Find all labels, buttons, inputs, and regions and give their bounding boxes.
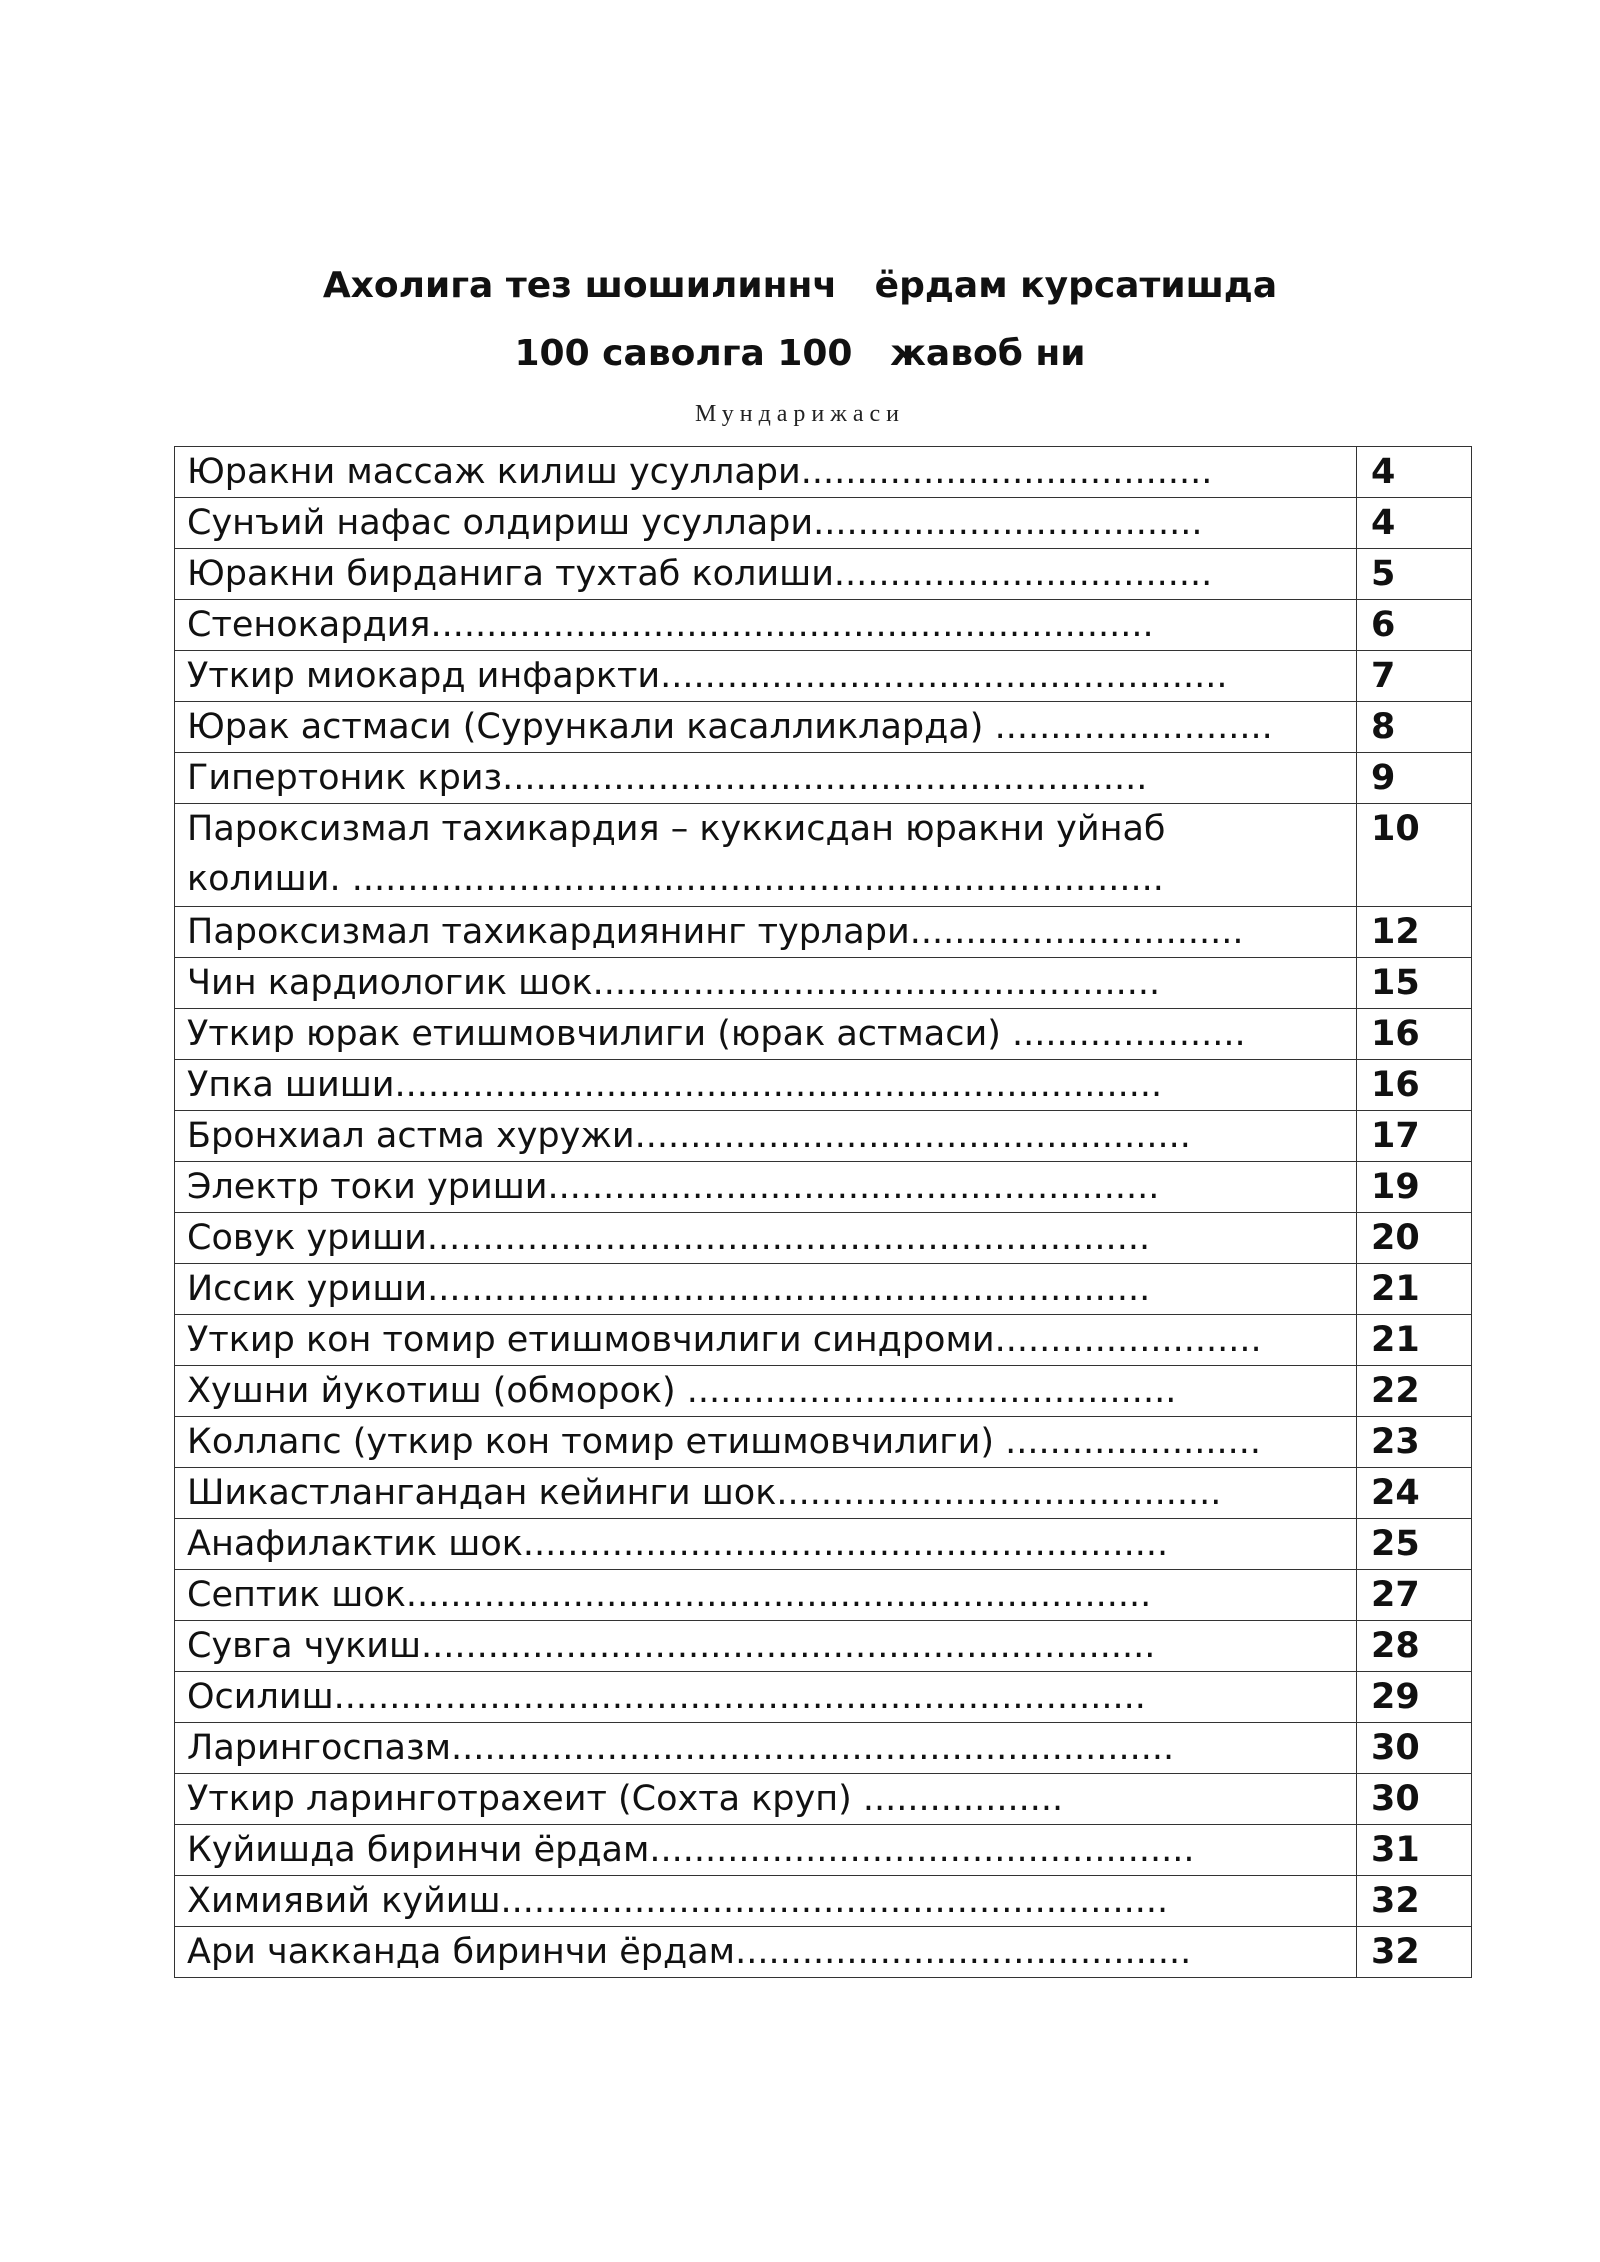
toc-entry-page: 17 <box>1357 1111 1472 1162</box>
toc-entry-title: Пароксизмал тахикардиянинг турлари.............................. <box>175 907 1357 958</box>
toc-entry-title: Юрак астмаси (Сурункали касалликларда) ......................... <box>175 702 1357 753</box>
toc-entry-title: Упка шиши..................................................................... <box>175 1060 1357 1111</box>
toc-entry-title: Стенокардия................................................................. <box>175 600 1357 651</box>
toc-row <box>175 1519 1472 1570</box>
toc-entry-title: Электр токи уриши....................................................... <box>175 1162 1357 1213</box>
toc-entry-title: Пароксизмал тахикардия – куккисдан юракни уйнаб колиши. ......................................................................... <box>175 804 1357 907</box>
toc-entry-title: Иссик уриши................................................................. <box>175 1264 1357 1315</box>
toc-entry-page: 25 <box>1357 1519 1472 1570</box>
toc-entry-title: Ларингоспазм................................................................. <box>175 1723 1357 1774</box>
toc-entry-page: 10 <box>1357 804 1472 907</box>
toc-row <box>175 753 1472 804</box>
toc-row <box>175 907 1472 958</box>
toc-entry-page: 30 <box>1357 1774 1472 1825</box>
toc-row <box>175 498 1472 549</box>
document-title-line2: 100 саволга 100 жавоб ни <box>514 333 1086 374</box>
toc-row <box>175 1417 1472 1468</box>
toc-row <box>175 1825 1472 1876</box>
toc-entry-page: 32 <box>1357 1876 1472 1927</box>
toc-entry-title: Юракни массаж килиш усуллари..................................... <box>175 447 1357 498</box>
toc-entry-page: 24 <box>1357 1468 1472 1519</box>
toc-row <box>175 1672 1472 1723</box>
document-title-line1: Ахолига тез шошилиннч ёрдам курсатишда <box>322 265 1278 306</box>
toc-entry-page: 16 <box>1357 1009 1472 1060</box>
toc-row <box>175 1213 1472 1264</box>
toc-entry-page: 27 <box>1357 1570 1472 1621</box>
toc-entry-page: 8 <box>1357 702 1472 753</box>
toc-row <box>175 958 1472 1009</box>
toc-row <box>175 702 1472 753</box>
toc-row <box>175 1111 1472 1162</box>
toc-entry-page: 16 <box>1357 1060 1472 1111</box>
toc-entry-page: 29 <box>1357 1672 1472 1723</box>
toc-entry-page: 22 <box>1357 1366 1472 1417</box>
toc-entry-page: 15 <box>1357 958 1472 1009</box>
toc-row <box>175 1774 1472 1825</box>
toc-entry-title: Гипертоник криз.......................................................... <box>175 753 1357 804</box>
toc-entry-title: Уткир миокард инфаркти................................................... <box>175 651 1357 702</box>
toc-row <box>175 1723 1472 1774</box>
toc-entry-page: 4 <box>1357 447 1472 498</box>
toc-entry-page: 12 <box>1357 907 1472 958</box>
toc-entry-title: Куйишда биринчи ёрдам................................................. <box>175 1825 1357 1876</box>
toc-entry-title: Юракни бирданига тухтаб колиши.................................. <box>175 549 1357 600</box>
toc-entry-page: 7 <box>1357 651 1472 702</box>
toc-row <box>175 1468 1472 1519</box>
toc-body <box>175 447 1472 1978</box>
toc-row <box>175 1264 1472 1315</box>
toc-entry-page: 23 <box>1357 1417 1472 1468</box>
toc-row <box>175 1570 1472 1621</box>
toc-entry-title: Септик шок................................................................... <box>175 1570 1357 1621</box>
toc-entry-title: Бронхиал астма хуружи.................................................. <box>175 1111 1357 1162</box>
toc-row <box>175 651 1472 702</box>
toc-entry-title: Хушни йукотиш (обморок) ............................................ <box>175 1366 1357 1417</box>
toc-row <box>175 600 1472 651</box>
toc-row <box>175 1876 1472 1927</box>
toc-entry-title: Чин кардиологик шок................................................... <box>175 958 1357 1009</box>
toc-entry-title: Коллапс (уткир кон томир етишмовчилиги) ....................... <box>175 1417 1357 1468</box>
toc-entry-page: 21 <box>1357 1315 1472 1366</box>
toc-entry-page: 5 <box>1357 549 1472 600</box>
toc-entry-title: Совук уриши................................................................. <box>175 1213 1357 1264</box>
toc-row <box>175 549 1472 600</box>
toc-entry-page: 4 <box>1357 498 1472 549</box>
toc-entry-title: Уткир кон томир етишмовчилиги синдроми........................ <box>175 1315 1357 1366</box>
toc-entry-page: 6 <box>1357 600 1472 651</box>
toc-entry-page: 21 <box>1357 1264 1472 1315</box>
toc-entry-title: Химиявий куйиш............................................................ <box>175 1876 1357 1927</box>
toc-entry-page: 20 <box>1357 1213 1472 1264</box>
toc-entry-page: 32 <box>1357 1927 1472 1978</box>
toc-row <box>175 447 1472 498</box>
table-of-contents <box>174 446 1472 1978</box>
toc-entry-page: 31 <box>1357 1825 1472 1876</box>
toc-row <box>175 1315 1472 1366</box>
toc-entry-title: Шикастлангандан кейинги шок........................................ <box>175 1468 1357 1519</box>
toc-row <box>175 1366 1472 1417</box>
toc-row <box>175 1009 1472 1060</box>
toc-entry-page: 28 <box>1357 1621 1472 1672</box>
toc-row <box>175 804 1472 907</box>
toc-entry-title: Уткир юрак етишмовчилиги (юрак астмаси) ..................... <box>175 1009 1357 1060</box>
contents-heading: Мундарижаси <box>694 401 906 427</box>
toc-row <box>175 1060 1472 1111</box>
toc-entry-title: Уткир ларинготрахеит (Сохта круп) .................. <box>175 1774 1357 1825</box>
toc-entry-title: Осилиш......................................................................... <box>175 1672 1357 1723</box>
toc-entry-title: Анафилактик шок.......................................................... <box>175 1519 1357 1570</box>
toc-entry-page: 9 <box>1357 753 1472 804</box>
toc-entry-page: 19 <box>1357 1162 1472 1213</box>
toc-row <box>175 1162 1472 1213</box>
toc-entry-title: Ари чакканда биринчи ёрдам......................................... <box>175 1927 1357 1978</box>
toc-entry-page: 30 <box>1357 1723 1472 1774</box>
toc-entry-title: Сувга чукиш.................................................................. <box>175 1621 1357 1672</box>
toc-row <box>175 1927 1472 1978</box>
toc-row <box>175 1621 1472 1672</box>
toc-entry-title: Сунъий нафас олдириш усуллари................................... <box>175 498 1357 549</box>
